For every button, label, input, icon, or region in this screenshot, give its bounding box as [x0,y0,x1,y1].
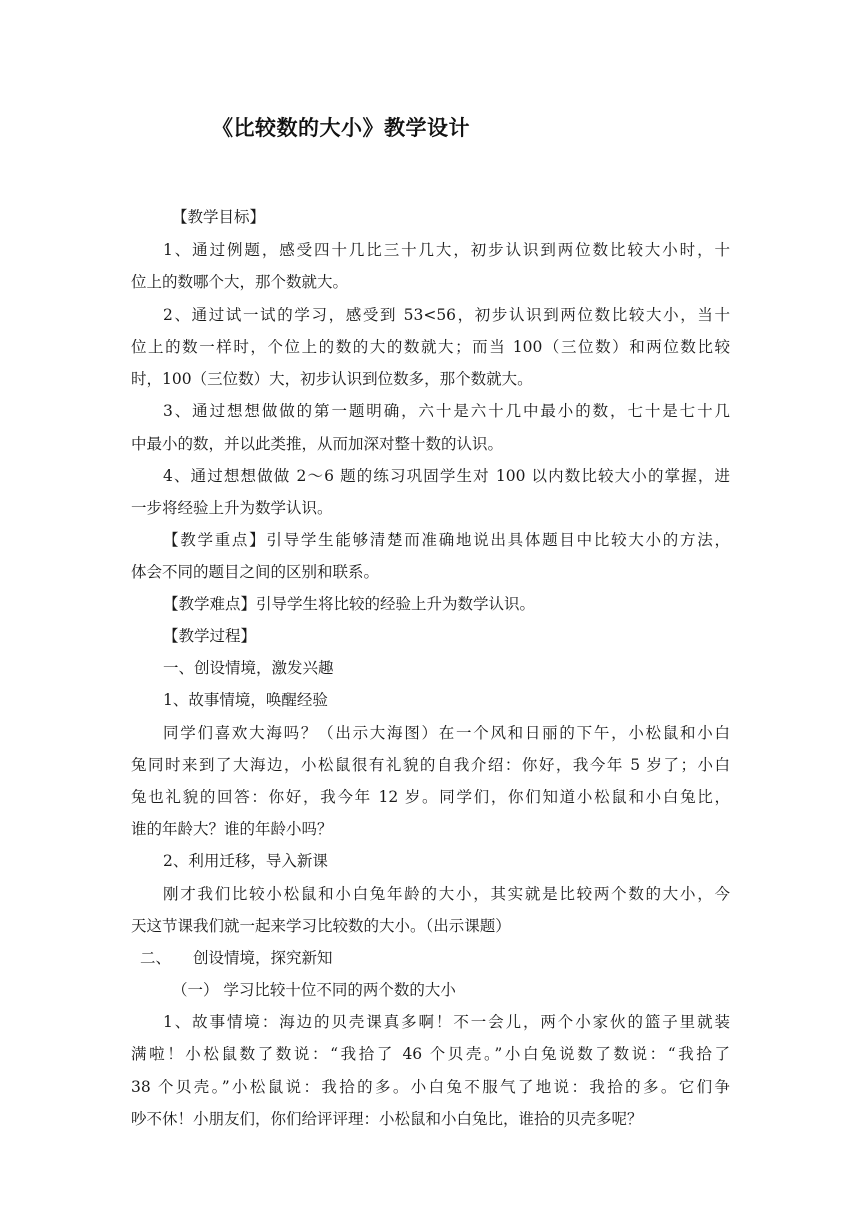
paragraph-line: 4、通过想想做做 2～6 题的练习巩固学生对 100 以内数比较大小的掌握，进 [163,467,730,485]
paragraph-line: 刚才我们比较小松鼠和小白兔年龄的大小，其实就是比较两个数的大小，今 [163,885,730,903]
subheading: 1、故事情境，唤醒经验 [163,691,328,709]
section-number: 二、 [140,949,172,967]
paragraph-line: 38 个贝壳。”小松鼠说：我拾的多。小白兔不服气了地说：我拾的多。它们争 [131,1078,730,1096]
paragraph-line: 1、通过例题，感受四十几比三十几大，初步认识到两位数比较大小时，十 [163,241,730,259]
paragraph-line: 一步将经验上升为数学认识。 [131,499,333,517]
paragraph-line: 兔也礼貌的回答：你好，我今年 12 岁。同学们，你们知道小松鼠和小白兔比， [131,788,730,806]
paragraph-line: 天这节课我们就一起来学习比较数的大小。（出示课题） [131,917,511,935]
paragraph-line: 满啦！小松鼠数了数说：“我拾了 46 个贝壳。”小白兔说数了数说：“我拾了 [131,1045,730,1063]
subheading: （一） 学习比较十位不同的两个数的大小 [172,981,456,999]
paragraph-line: 谁的年龄大？谁的年龄小吗？ [131,820,333,838]
paragraph-line: 2、通过试一试的学习，感受到 53<56，初步认识到两位数比较大小，当十 [163,306,730,324]
section-heading: 【教学过程】 [163,627,257,645]
paragraph-line: 3、通过想想做做的第一题明确，六十是六十几中最小的数，七十是七十几 [163,402,730,420]
subheading: 2、利用迁移，导入新课 [163,852,328,870]
paragraph-line: 【教学难点】引导学生将比较的经验上升为数学认识。 [163,595,536,613]
section-heading: 【教学目标】 [172,208,266,226]
paragraph-line: 体会不同的题目之间的区别和联系。 [131,563,380,581]
paragraph-line: 时，100（三位数）大，初步认识到位数多，那个数就大。 [131,370,533,388]
paragraph-line: 中最小的数，并以此类推，从而加深对整十数的认识。 [131,435,504,453]
paragraph-line: 吵不休！小朋友们，你们给评评理：小松鼠和小白兔比，谁拾的贝壳多呢？ [131,1110,643,1128]
section-heading: 创设情境，探究新知 [193,949,333,967]
paragraph-line: 1、故事情境：海边的贝壳课真多啊！不一会儿，两个小家伙的篮子里就装 [163,1013,730,1031]
paragraph-line: 位上的数一样时，个位上的数的大的数就大；而当 100（三位数）和两位数比较 [131,338,730,356]
paragraph-line: 位上的数哪个大，那个数就大。 [131,273,349,291]
document-title: 《比较数的大小》教学设计 [212,116,470,140]
paragraph-line: 同学们喜欢大海吗？（出示大海图）在一个风和日丽的下午，小松鼠和小白 [163,724,730,742]
paragraph-line: 【教学重点】引导学生能够清楚而准确地说出具体题目中比较大小的方法， [163,531,730,549]
subheading: 一、创设情境，激发兴趣 [163,659,334,677]
paragraph-line: 兔同时来到了大海边，小松鼠很有礼貌的自我介绍：你好，我今年 5 岁了；小白 [131,756,730,774]
